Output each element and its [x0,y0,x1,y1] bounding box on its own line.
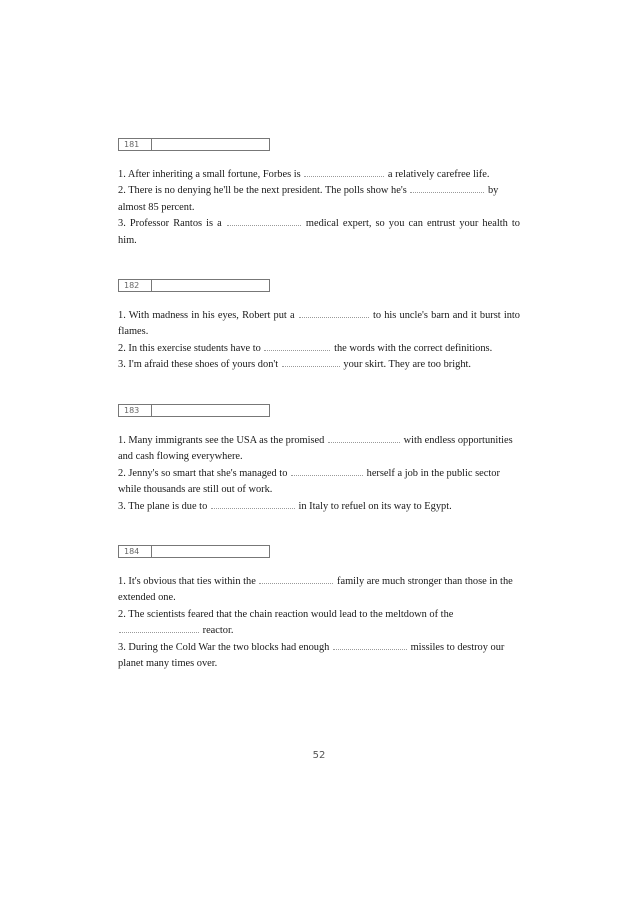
sentence-text: 2. There is no denying he'll be the next president. The polls show he's [118,185,407,197]
fill-in-blank[interactable] [282,358,340,367]
fill-in-blank[interactable] [264,342,330,351]
exercise-number: 182 [119,280,152,291]
exercise-items [118,574,520,672]
sentence-text: 1. After inheriting a small fortune, Forbes is [118,169,301,180]
sentence-text: to his uncle's barn and it burst into flames. [118,310,521,338]
sentence-text: 1. It's obvious that ties within the [118,576,256,587]
fill-in-blank[interactable] [119,624,199,633]
fill-in-blank[interactable] [291,467,363,476]
sentence-item [118,357,520,373]
fill-in-blank[interactable] [211,500,295,509]
sentence-text: 3. I'm afraid these shoes of yours don't [118,359,279,371]
exercise-items [118,433,520,515]
sentence-text: 1. Many immigrants see the USA as the promised [118,435,325,446]
sentence-item [118,640,520,673]
fill-in-blank[interactable] [410,184,484,193]
exercise-182 [118,279,520,374]
sentence-text: 3. Professor Rantos is a [118,218,222,230]
sentence-text: herself a job in the public sector while thousands are still out of work. [118,467,500,496]
sentence-item [118,499,520,515]
exercise-number: 183 [119,405,152,416]
exercise-items [118,167,520,249]
sentence-item [118,607,520,640]
sentence-text: 2. Jenny's so smart that she's managed to [118,467,288,479]
fill-in-blank[interactable] [259,575,333,584]
sentence-text: 1. With madness in his eyes, Robert put a [118,310,295,321]
sentence-text: reactor. [202,625,234,637]
exercise-items [118,308,520,374]
exercise-number: 184 [119,546,152,557]
exercise-number-box [118,279,270,292]
sentence-text: missiles to destroy our planet many times over. [118,641,505,670]
sentence-text: in Italy to refuel on its way to Egypt. [298,500,452,512]
sentence-text: 2. In this exercise students have to [118,342,261,354]
sentence-text: 2. The scientists feared that the chain reaction would lead to the meltdown of the [118,608,454,620]
exercise-number-box [118,138,270,151]
sentence-item [118,433,520,466]
fill-in-blank[interactable] [304,168,384,177]
exercise-number: 181 [119,139,152,150]
exercise-183 [118,404,520,515]
fill-in-blank[interactable] [227,217,301,226]
exercise-184 [118,545,520,672]
exercise-number-box [118,545,270,558]
sentence-item [118,466,520,499]
sentence-text: 3. The plane is due to [118,500,208,512]
sentence-text: 3. During the Cold War the two blocks had enough [118,641,330,653]
page-number: 52 [312,750,326,761]
sentence-item [118,167,520,183]
exercise-number-box [118,404,270,417]
sentence-text: family are much stronger than those in the extended one. [118,576,513,604]
sentence-text: your skirt. They are too bright. [343,359,472,371]
fill-in-blank[interactable] [333,641,407,650]
sentence-text: medical expert, so you can entrust your health to him. [118,218,520,246]
sentence-item [118,308,520,341]
sentence-item [118,183,520,216]
sentence-text: by almost 85 percent. [118,185,499,213]
sentence-item [118,216,520,249]
sentence-item [118,574,520,607]
fill-in-blank[interactable] [299,309,369,318]
sentence-text: the words with the correct definitions. [334,342,493,354]
sentence-text: with endless opportunities and cash flowing everywhere. [118,435,513,463]
fill-in-blank[interactable] [328,434,400,443]
sentence-item [118,341,520,357]
sentence-text: a relatively carefree life. [387,169,490,180]
exercise-181 [118,138,520,249]
